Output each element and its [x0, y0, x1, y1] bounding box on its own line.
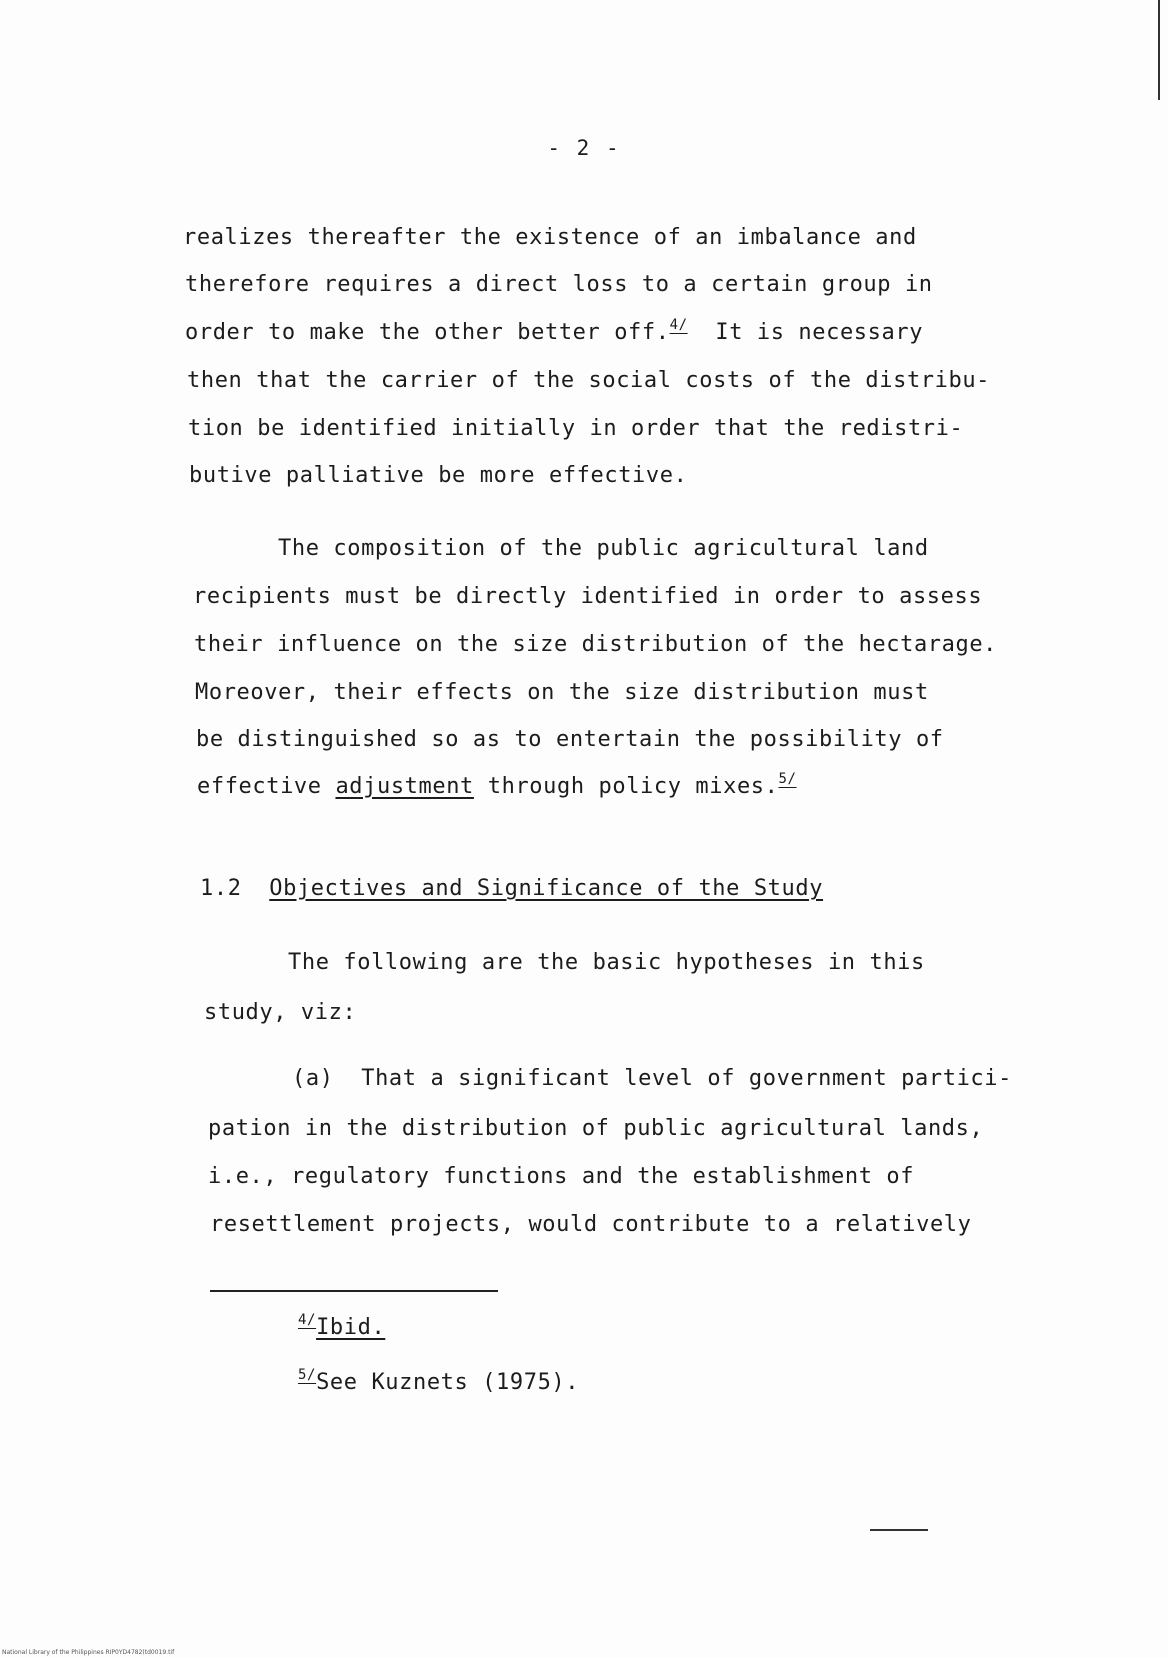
paragraph1-line5: tion be identified initially in order that the redistri-	[188, 416, 964, 441]
paragraph1-line3-text-b: It is necessary	[715, 320, 924, 345]
paragraph3-line2: study, viz:	[204, 1000, 357, 1025]
paragraph1-line1: realizes thereafter the existence of an imbalance and	[183, 225, 917, 250]
paragraph1-line3-text: order to make the other better off.	[185, 320, 670, 345]
paragraph2-line4: Moreover, their effects on the size distribution must	[195, 680, 929, 705]
paragraph2-line5: be distinguished so as to entertain the possibility of	[196, 727, 944, 752]
footnote-4-mark: 4/	[298, 1312, 317, 1328]
page-number: - 2 -	[547, 136, 621, 160]
paragraph2-line6	[197, 771, 797, 799]
section-number: 1.2	[200, 876, 242, 901]
paragraph2-line3: their influence on the size distribution of the hectarage.	[194, 632, 998, 657]
underlined-word: adjustment	[335, 774, 474, 799]
footnote-4-text: Ibid.	[316, 1315, 386, 1340]
hypothesis-a-line3: i.e., regulatory functions and the establishment of	[208, 1164, 915, 1189]
bottom-rule	[870, 1529, 928, 1531]
paragraph3-line1: The following are the basic hypotheses in this	[288, 950, 925, 975]
section-heading	[200, 876, 823, 901]
footnote-5	[298, 1367, 580, 1395]
paragraph1-line6: butive palliative be more effective.	[189, 463, 688, 488]
footnote-5-mark: 5/	[298, 1367, 317, 1383]
paragraph2-line6-text-b: through policy mixes.	[473, 774, 779, 799]
hypothesis-a-line4: resettlement projects, would contribute to a relatively	[210, 1212, 972, 1237]
footnote-4	[298, 1312, 386, 1340]
scan-source-tag: National Library of the Philippines RIP0YD4782(td0019.tif	[2, 1649, 175, 1656]
hypothesis-a-line2: pation in the distribution of public agricultural lands,	[208, 1116, 984, 1141]
footnote-ref-4: 4/	[669, 317, 688, 333]
section-title: Objectives and Significance of the Study	[269, 876, 824, 901]
paragraph1-line4: then that the carrier of the social costs of the distribu-	[187, 368, 991, 393]
paragraph2-line2: recipients must be directly identified in order to assess	[193, 584, 983, 609]
footnote-ref-5: 5/	[778, 771, 797, 787]
page-edge-mark	[1158, 0, 1160, 100]
paragraph1-line3	[185, 317, 924, 345]
hypothesis-a-line1: (a) That a significant level of government partici-	[292, 1066, 1012, 1091]
footnote-5-text: See Kuznets (1975).	[316, 1370, 580, 1395]
paragraph2-line6-text: effective	[197, 774, 336, 799]
paragraph2-line1: The composition of the public agricultural land	[278, 536, 929, 561]
paragraph1-line2: therefore requires a direct loss to a certain group in	[185, 272, 933, 297]
footnote-separator	[210, 1290, 498, 1292]
